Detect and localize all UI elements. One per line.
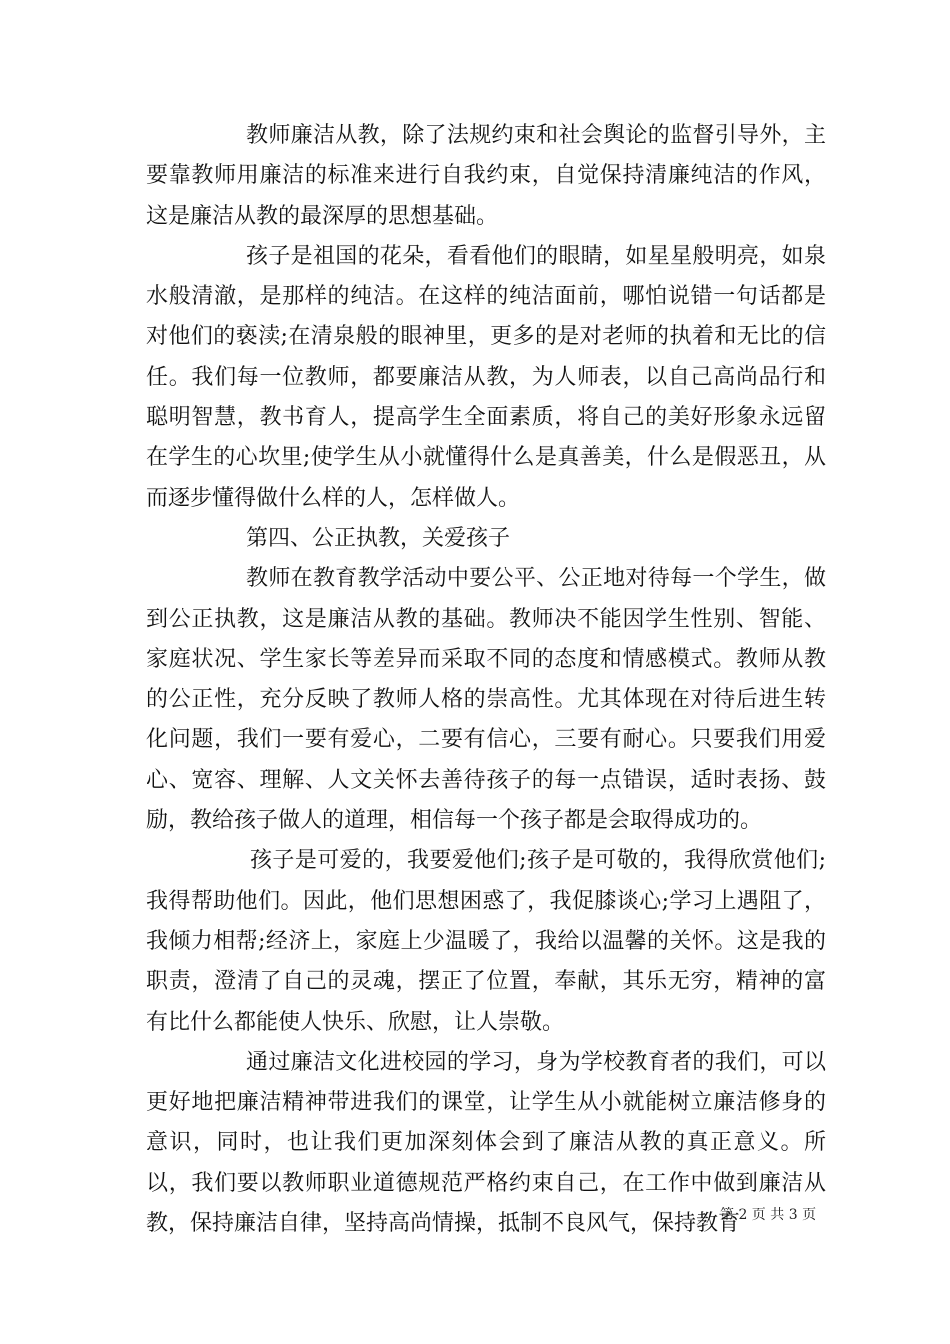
paragraph-self-discipline: 教师廉洁从教，除了法规约束和社会舆论的监督引导外，主要靠教师用廉洁的标准来进行自我约束，自觉保持清廉纯洁的作风，这是廉洁从教的最深厚的思想基础。	[146, 123, 826, 229]
document-body	[146, 116, 826, 1244]
paragraph-fair-treatment: 教师在教育教学活动中要公平、公正地对待每一个学生，做到公正执教，这是廉洁从教的基础。教师决不能因学生性别、智能、家庭状况、学生家长等差异而采取不同的态度和情感模式。教师从教的公正性，充分反映了教师人格的崇高性。尤其体现在对待后进生转化问题，我们一要有爱心，二要有信心，三要有耐心。只要我们用爱心、宽容、理解、人文关怀去善待孩子的每一点错误，适时表扬、鼓励，教给孩子做人的道理，相信每一个孩子都是会取得成功的。	[146, 566, 826, 834]
paragraph-lovely-children: 孩子是可爱的，我要爱他们;孩子是可敬的，我得欣赏他们;我得帮助他们。因此，他们思想困惑了，我促膝谈心;学习上遇阻了，我倾力相帮;经济上，家庭上少温暖了，我给以温馨的关怀。这是我的职责，澄清了自己的灵魂，摆正了位置，奉献，其乐无穷，精神的富有比什么都能使人快乐、欣慰，让人崇敬。	[146, 848, 826, 1035]
paragraph-children-flowers: 孩子是祖国的花朵，看看他们的眼睛，如星星般明亮，如泉水般清澈，是那样的纯洁。在这样的纯洁面前，哪怕说错一句话都是对他们的亵渎;在清泉般的眼神里，更多的是对老师的执着和无比的信任。我们每一位教师，都要廉洁从教，为人师表，以自己高尚品行和聪明智慧，教书育人，提高学生全面素质，将自己的美好形象永远留在学生的心坎里;使学生从小就懂得什么是真善美，什么是假恶丑，从而逐步懂得做什么样的人，怎样做人。	[146, 243, 826, 511]
paragraph-integrity-culture: 通过廉洁文化进校园的学习，身为学校教育者的我们，可以更好地把廉洁精神带进我们的课堂，让学生从小就能树立廉洁修身的意识，同时，也让我们更加深刻体会到了廉洁从教的真正意义。所以，我们要以教师职业道德规范严格约束自己，在工作中做到廉洁从教，保持廉洁自律，坚持高尚情操，抵制不良风气，保持教育	[146, 1049, 826, 1237]
page-number-footer: 第 2 页 共 3 页	[720, 1207, 817, 1223]
section-heading-fair-teaching: 第四、公正执教，关爱孩子	[246, 525, 511, 551]
